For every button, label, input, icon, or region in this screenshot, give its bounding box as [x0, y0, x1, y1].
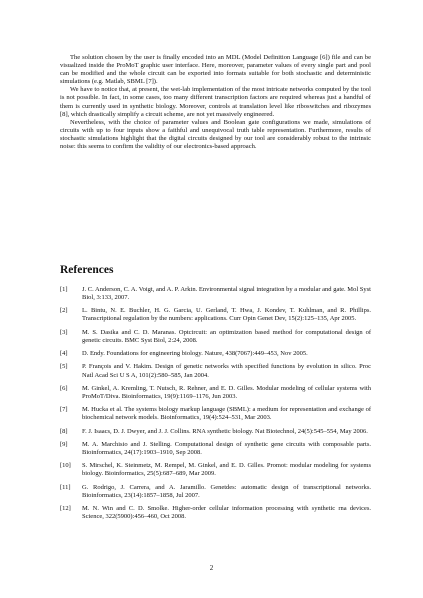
- reference-text: D. Endy. Foundations for engineering biology. Nature, 438(7067):449–453, Nov 2005.: [82, 350, 308, 358]
- reference-item: [60, 286, 371, 302]
- reference-item: [60, 363, 371, 379]
- reference-item: [60, 505, 371, 521]
- paragraph: The solution chosen by the user is finally encoded into an MDL (Model Definition Language [6]) file and can be visualized inside the ProMoT graphic user interface. Here, moreover, parameter values of every single part and pool can be modified and the whole circuit can be exported into formats suitable for both stochastic and deterministic simulations (e.g. Matlab, SBML [7]).: [60, 54, 371, 86]
- reference-text: L. Bintu, N. E. Buchler, H. G. Garcia, U. Gerland, T. Hwa, J. Kondev, T. Kuhlman, and R. Phillips. Transcriptional regulation by the numbers: applications. Curr Opin Genet Dev, 15(2):125–135, Apr 2005.: [82, 307, 371, 323]
- reference-number: [12]: [60, 504, 71, 512]
- references-list: [60, 286, 371, 526]
- reference-text: S. Mirschel, K. Steinmetz, M. Rempel, M. Ginkel, and E. D. Gilles. Promot: modular modeling for systems biology. Bioinformatics, 25(5):687–689, Mar 2009.: [82, 462, 371, 478]
- reference-text: J. C. Anderson, C. A. Voigt, and A. P. Arkin. Environmental signal integration by a modular and gate. Mol Syst Biol, 3:133, 2007.: [82, 286, 371, 302]
- body-text: [60, 54, 371, 151]
- reference-item: [60, 329, 371, 345]
- reference-item: [60, 441, 371, 457]
- reference-number: [5]: [60, 363, 68, 371]
- reference-number: [11]: [60, 483, 71, 491]
- reference-item: [60, 484, 371, 500]
- reference-item: [60, 350, 371, 358]
- reference-number: [2]: [60, 307, 68, 315]
- reference-text: M. N. Win and C. D. Smolke. Higher-order cellular information processing with synthetic rna devices. Science, 322(5900):456–460, Oct 2008.: [82, 504, 371, 521]
- reference-number: [8]: [60, 427, 68, 435]
- paragraph: Nevertheless, with the choice of parameter values and Boolean gate configurations we made, simulations of circuits with up to four inputs show a faithful and unequivocal truth table representation. Furthermore, results of stochastic simulations highlight that the digital circuits designed by our tool are considerably robust to the intrinsic noise: this seems to confirm the validity of our electronics-based approach.: [60, 118, 371, 151]
- page-number: 2: [209, 564, 214, 572]
- paragraph: We have to notice that, at present, the wet-lab implementation of the most intricate networks computed by the tool is not possible. In fact, in some cases, too many different transcription factors are required whereas just a handful of them is currently used in synthetic biology. Moreover, controls at translation level like riboswitches and ribozymes [8], which drastically simplify a circuit scheme, are not yet massively engineered.: [60, 86, 371, 118]
- reference-number: [7]: [60, 406, 68, 414]
- reference-number: [6]: [60, 384, 68, 392]
- reference-text: M. A. Marchisio and J. Stelling. Computational design of synthetic gene circuits with composable parts. Bioinformatics, 24(17):1903–1910, Sep 2008.: [82, 440, 371, 456]
- reference-item: [60, 307, 371, 323]
- reference-item: [60, 406, 371, 422]
- reference-text: M. S. Dasika and C. D. Maranas. Optcircuit: an optimization based method for computational design of genetic circuits. BMC Syst Biol, 2:24, 2008.: [82, 328, 371, 344]
- references-heading: References: [60, 264, 114, 276]
- reference-text: M. Ginkel, A. Kremling, T. Nutsch, R. Rehner, and E. D. Gilles. Modular modeling of cellular systems with ProMoT/Diva. Bioinformatics, 19(9):1169–1176, Jun 2003.: [82, 384, 371, 400]
- reference-number: [4]: [60, 350, 68, 358]
- reference-number: [1]: [60, 286, 68, 293]
- reference-item: [60, 462, 371, 478]
- reference-item: [60, 428, 371, 436]
- reference-item: [60, 385, 371, 401]
- reference-number: [3]: [60, 328, 68, 336]
- reference-text: M. Hucka et al. The systems biology markup language (SBML): a medium for representation and exchange of biochemical network models. Bioinformatics, 19(4):524–531, Mar 2003.: [82, 406, 371, 422]
- reference-text: F. J. Isaacs, D. J. Dwyer, and J. J. Collins. RNA synthetic biology. Nat Biotechnol, 24(5):545–554, May 2006.: [82, 427, 368, 435]
- reference-number: [9]: [60, 440, 68, 448]
- reference-text: G. Rodrigo, J. Carrera, and A. Jaramillo. Genetdes: automatic design of transcriptional networks. Bioinformatics, 23(14):1857–1858, Jul 2007.: [82, 483, 371, 499]
- reference-text: P. François and V. Hakim. Design of genetic networks with specified functions by evolution in silico. Proc Natl Acad Sci U S A, 101(2):580–585, Jan 2004.: [82, 363, 371, 379]
- reference-number: [10]: [60, 462, 71, 470]
